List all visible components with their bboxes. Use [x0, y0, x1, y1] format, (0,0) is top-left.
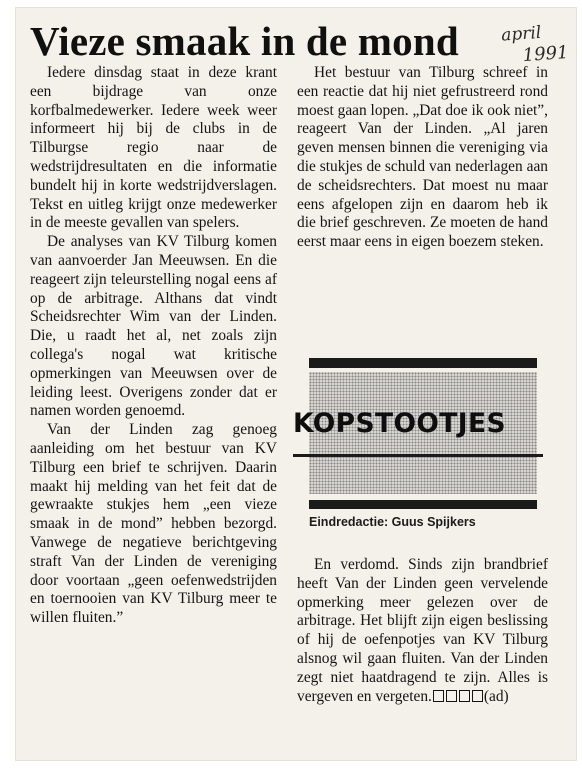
article-column-left — [30, 64, 277, 628]
paragraph-conclusion — [297, 556, 548, 706]
end-mark-box — [446, 690, 457, 702]
box-credit: Eindredactie: Guus Spijkers — [309, 515, 476, 529]
handwritten-year: 1991 — [522, 41, 570, 67]
article-headline: Vieze smaak in de mond — [30, 18, 459, 64]
handwritten-month: april — [500, 22, 542, 46]
article-column-right-top — [297, 64, 548, 252]
box-bottom-bar — [309, 500, 537, 509]
paragraph-letter: Van der Linden zag genoeg aanleiding om het bestuur van KV Tilburg een brief te schrijven. Daarin maakt hij melding van het feit dat de gewraakte stukjes hem „een vieze smaak in de mond” hebben bezorgd. Vanwege de negatieve berichtgeving straft Van der Linden de vereniging door voortaan „geen oefenwedstrijden en toernooien van KV Tilburg meer te willen fluiten.” — [30, 421, 277, 627]
box-middle-rule — [293, 454, 543, 457]
handwritten-date — [501, 19, 578, 68]
paragraph-intro: Iedere dinsdag staat in deze krant een bijdrage van onze korfbalmedewerker. Iedere week weer informeert hij bij de clubs in de Tilburgse regio naar de wedstrijdresultaten en die informatie bundelt hij in korte wedstrijdverslagen. Tekst en uitleg krijgt onze medewerker in de meeste gevallen van spelers. — [30, 64, 277, 232]
end-mark-box — [459, 690, 470, 702]
box-top-bar — [309, 358, 537, 368]
end-mark-box — [433, 690, 444, 702]
article-column-right-bottom — [297, 556, 548, 706]
end-mark — [432, 688, 484, 705]
paragraph-reaction: Het bestuur van Tilburg schreef in een reactie dat hij niet gefrustreerd rond moest gaan lopen. „Dat doe ik ook niet”, reageert Van der Linden. „Al jaren geven mensen binnen die vereniging via die stukjes de schuld van nederlagen aan de scheidsrechters. Dat moest nu maar eens afgelopen zijn en daarom heb ik die brief geschreven. Ze moeten de hand eerst maar eens in eigen boezem steken. — [297, 64, 548, 251]
conclusion-text: En verdomd. Sinds zijn brandbrief heeft Van der Linden geen vervelende opmerking meer gelezen over de arbitrage. Het blijft zijn eigen beslissing of hij de oefenpotjes van KV Tilburg alsnog wil gaan fluiten. Van der Linden zegt niet haatdragend te zijn. Alles is vergeven en vergeten. — [297, 556, 548, 705]
article-byline: (ad) — [483, 687, 509, 705]
box-title: KOPSTOOTJES — [293, 408, 507, 439]
end-mark-box — [472, 690, 483, 702]
paragraph-analyses: De analyses van KV Tilburg komen van aanvoerder Jan Meeuwsen. En die reageert zijn teleurstelling nogal eens af op de arbitrage. Althans dat vindt Scheidsrechter Wim van der Linden. Die, u raadt het al, net zoals zijn collega's nogal wat kritische opmerkingen van Meeuwsen over de leiding leest. Overigens zonder dat er namen worden genoemd. — [30, 233, 277, 420]
kopstootjes-column-box — [293, 352, 550, 528]
